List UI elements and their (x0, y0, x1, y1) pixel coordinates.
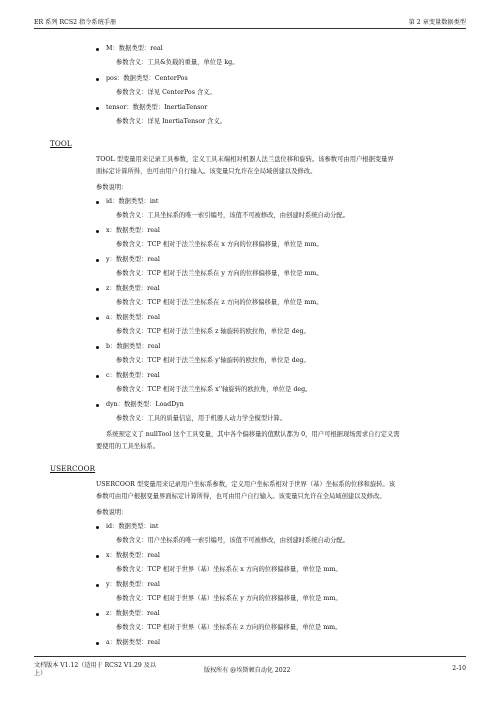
section-title-usercoor: USERCOOR (50, 464, 96, 473)
footer-version (34, 662, 164, 678)
bullet-pos-title: pos：数据类型：CenterPos (106, 75, 188, 82)
manual-title: ER 系列 RCS2 指令系统手册 (34, 18, 117, 26)
footer-copyright: 版权所有 @埃斯顿自动化 2022 (204, 667, 291, 674)
usercoor-item-a-title: a：数据类型：real (106, 639, 161, 646)
bullet-tensor-title: tensor：数据类型：InertiaTensor (106, 104, 208, 111)
tool-item-c-title: c：数据类型：real (106, 372, 160, 379)
tool-item-id-desc: 参数含义：工具坐标系的唯一索引编号，该值不可被修改，由创建时系统自动分配。 (116, 212, 349, 219)
tool-item-c-desc: 参数含义：TCP 相对于法兰坐标系 x''轴旋转的欧拉角，单位是 deg。 (116, 386, 312, 393)
usercoor-item-y-desc: 参数含义：TCP 相对于世界（基）坐标系在 y 方向的位移偏移量，单位是 mm。 (116, 595, 342, 602)
tool-item-b-title: b：数据类型：real (106, 343, 161, 350)
page-header (34, 14, 466, 29)
footer-version-line1: 文档版本 V1.12（适用于 RCS2 V1.29 及以 (34, 662, 156, 669)
bullet-m-desc: 参数含义：工具&负载的重量，单位是 kg。 (116, 59, 239, 66)
bullet-pos-desc: 参数含义：详见 CenterPos 含义。 (116, 89, 216, 96)
section-title-tool: TOOL (50, 139, 72, 148)
tool-item-dyn-desc: 参数含义：工具的质量信息，用于机器人动力学全模型计算。 (116, 415, 287, 422)
usercoor-intro-line1: USERCOOR 型变量用来记录用户坐标系参数，定义用户坐标系相对于世界（基）坐标系的位移和旋转。该 (96, 481, 396, 488)
tool-item-x-title: x：数据类型：real (106, 227, 160, 234)
bullet-tensor-desc: 参数含义：详见 InertiaTensor 含义。 (116, 118, 227, 125)
bullet-m-title: M：数据类型：real (106, 45, 163, 52)
tool-item-b-desc: 参数含义：TCP 相对于法兰坐标系 y'轴旋转的欧拉角，单位是 deg。 (116, 357, 310, 364)
footer-version-line2: 上） (34, 670, 47, 677)
tool-intro-line1: TOOL 型变量用来记录工具参数，定义工具末端相对机器人法兰盘位移和旋转。该参数可由用户根据变量界 (96, 156, 394, 163)
tool-item-a-title: a：数据类型：real (106, 314, 161, 321)
tool-item-y-desc: 参数含义：TCP 相对于法兰坐标系在 y 方向的位移偏移量，单位是 mm。 (116, 270, 323, 277)
tool-item-dyn-title: dyn：数据类型：LoadDyn (106, 401, 184, 408)
usercoor-intro-line2: 参数可由用户根据变量界面标定计算所得，也可由用户自行输入。该变量只允许在全局域创建以及修改。 (96, 493, 386, 500)
tool-note-line1: 系统预定义了 nullTool 这个工具变量，其中各个偏移量的值默认都为 0，用户可根据现场需求自行定义需 (106, 431, 400, 438)
chapter-title: 第 2 章变量数据类型 (408, 18, 466, 26)
tool-item-x-desc: 参数含义：TCP 相对于法兰坐标系在 x 方向的位移偏移量，单位是 mm。 (116, 241, 323, 248)
usercoor-item-x-title: x：数据类型：real (106, 552, 160, 559)
page-number: 2-10 (452, 665, 466, 672)
usercoor-item-id-title: id：数据类型：int (106, 523, 159, 530)
tool-intro-line2: 面标定计算所得，也可由用户自行输入。该变量只允许在全局域创建以及修改。 (96, 168, 317, 175)
page-footer (34, 656, 466, 687)
usercoor-item-y-title: y：数据类型：real (106, 581, 160, 588)
usercoor-item-id-desc: 参数含义：用户坐标系的唯一索引编号，该值不可被修改，由创建时系统自动分配。 (116, 537, 349, 544)
usercoor-item-z-title: z：数据类型：real (106, 610, 160, 617)
usercoor-param-label: 参数说明： (96, 509, 128, 516)
tool-note-line2: 要使用的工具坐标系。 (96, 443, 159, 450)
usercoor-item-x-desc: 参数含义：TCP 相对于世界（基）坐标系在 x 方向的位移偏移量，单位是 mm。 (116, 566, 342, 573)
tool-item-z-desc: 参数含义：TCP 相对于法兰坐标系在 z 方向的位移偏移量，单位是 mm。 (116, 299, 323, 306)
tool-item-y-title: y：数据类型：real (106, 256, 160, 263)
tool-item-z-title: z：数据类型：real (106, 285, 160, 292)
usercoor-item-z-desc: 参数含义：TCP 相对于世界（基）坐标系在 z 方向的位移偏移量，单位是 mm。 (116, 624, 342, 631)
tool-item-id-title: id：数据类型：int (106, 198, 159, 205)
tool-param-label: 参数说明： (96, 184, 128, 191)
tool-item-a-desc: 参数含义：TCP 相对于法兰坐标系 z 轴旋转的欧拉角，单位是 deg。 (116, 328, 310, 335)
